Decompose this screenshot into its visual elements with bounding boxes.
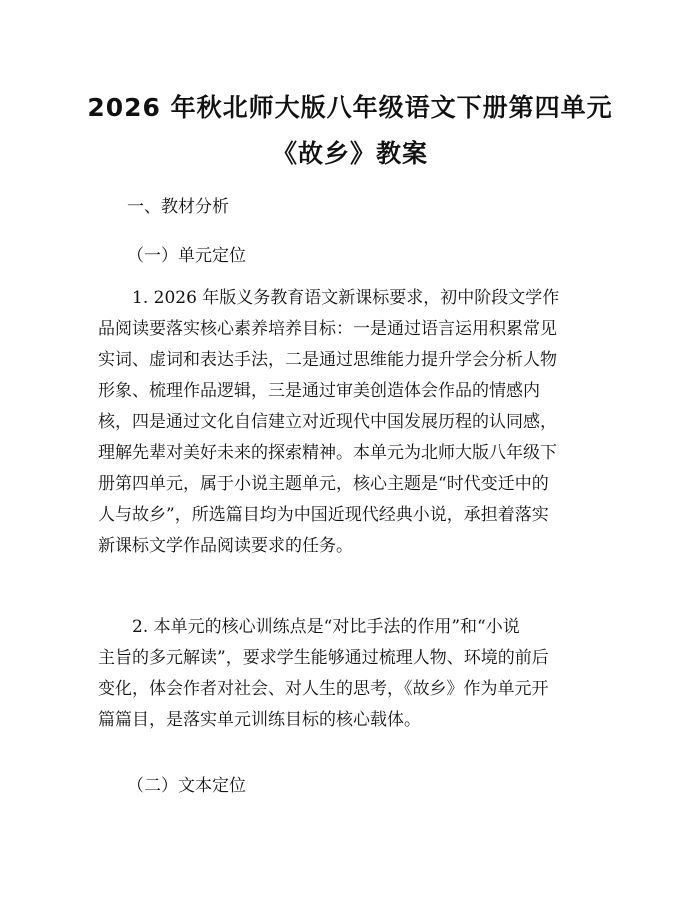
paragraph-line: 篇篇目，是落实单元训练目标的核心载体。 [98,710,421,730]
subsection-heading-unit-positioning: （一）单元定位 [127,246,246,266]
section-heading-textbook-analysis: 一、教材分析 [127,197,229,217]
paragraph-line: 理解先辈对美好未来的探索精神。本单元为北师大版八年级下 [98,443,557,463]
paragraph-line: 主旨的多元解读”，要求学生能够通过梳理人物、环境的前后 [98,648,549,668]
paragraph-line: 实词、虚词和表达手法，二是通过思维能力提升学会分析人物 [98,350,557,370]
paragraph-1 [98,283,608,562]
paragraph-line: 人与故乡”，所选篇目均为中国近现代经典小说，承担着落实 [98,505,549,525]
document-title-line-1: 2026 年秋北师大版八年级语文下册第四单元 [87,93,613,122]
paragraph-line: 册第四单元，属于小说主题单元，核心主题是“时代变迁中的 [98,474,549,494]
paragraph-line: 品阅读要落实核心素养培养目标：一是通过语言运用积累常见 [98,319,557,339]
paragraph-line: 核，四是通过文化自信建立对近现代中国发展历程的认同感， [98,412,557,432]
paragraph-line: 新课标文学作品阅读要求的任务。 [98,536,353,556]
paragraph-line: 变化，体会作者对社会、对人生的思考，《故乡》作为单元开 [98,679,549,699]
paragraph-line: 2. 本单元的核心训练点是“对比手法的作用”和“小说 [132,617,520,637]
paragraph-line: 形象、梳理作品逻辑，三是通过审美创造体会作品的情感内 [98,381,540,401]
paragraph-2 [98,612,608,736]
document-title-line-2: 《故乡》教案 [271,139,428,168]
paragraph-line: 1. 2026 年版义务教育语文新课标要求，初中阶段文学作 [132,288,560,308]
subsection-heading-text-positioning: （二）文本定位 [127,776,246,796]
